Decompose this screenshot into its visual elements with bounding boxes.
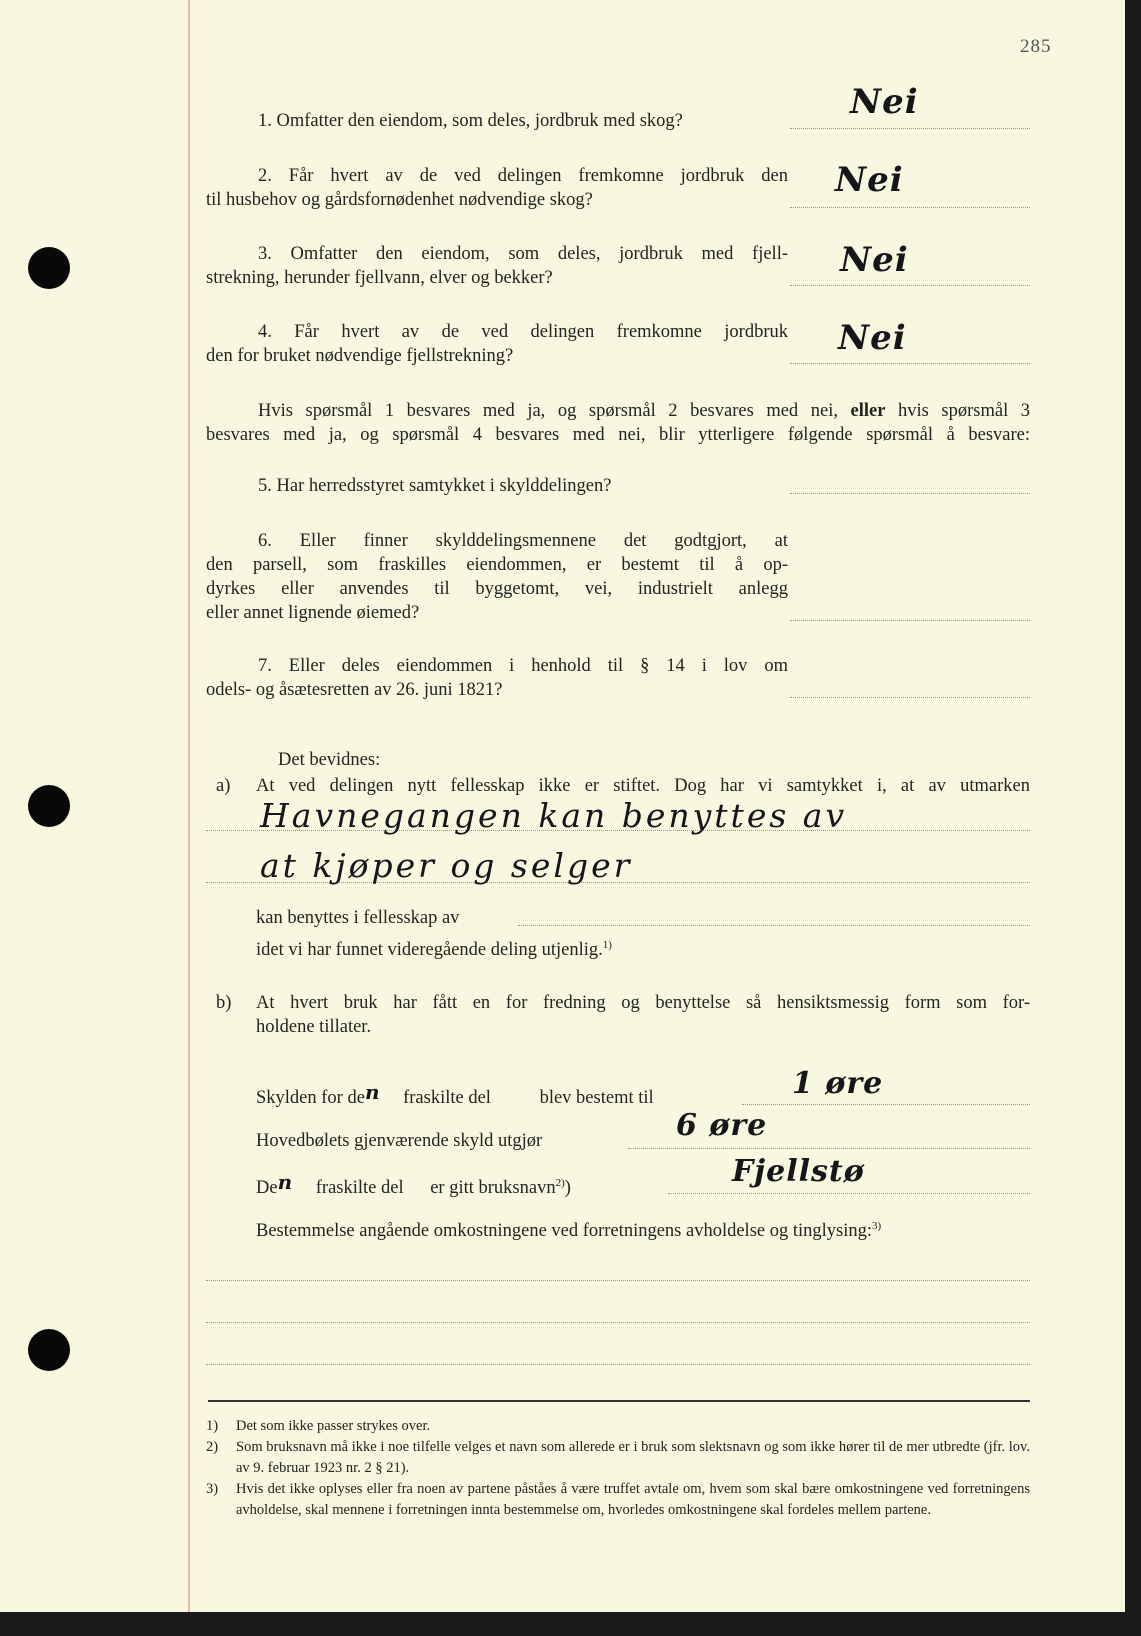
question-4-line-1: 4. Får hvert av de ved delingen fremkomne jordbruk [258,322,788,342]
answer-2: Nei [835,160,904,200]
answer-line [742,1104,1030,1105]
question-6-line-2: den parsell, som fraskilles eiendommen, er bestemt til å op- [206,555,788,575]
skyld-answer-3: Fjellstø [732,1154,865,1189]
handwritten-suffix: n [364,1080,381,1104]
answer-line [790,363,1030,364]
item-b-line-1: At hvert bruk har fått en for fredning og benyttelse så hensiktsmessig form som for- [256,993,1030,1013]
item-a-label: a) [216,776,231,796]
skyld-answer-2: 6 øre [676,1108,768,1143]
item-a-fellesskap: kan benyttes i fellesskap av [256,908,460,928]
footnote-mark: 3) [206,1481,219,1497]
skyld-line-1 [256,1080,654,1110]
item-a-idet-text: idet vi har funnet videregående deling utjenlig. [256,940,603,960]
answer-line [518,925,1030,926]
question-3-line-2: strekning, herunder fjellvann, elver og bekker? [206,268,553,288]
question-1: 1. Omfatter den eiendom, som deles, jordbruk med skog? [258,111,683,131]
footnote-ref: 2) [555,1176,565,1189]
skyld-label: blev bestemt til [539,1088,654,1108]
answer-line [790,697,1030,698]
skyld-line-2: Hovedbølets gjenværende skyld utgjør [256,1131,543,1151]
question-6-line-4: eller annet lignende øiemed? [206,603,420,623]
skyld-answer-1: 1 øre [792,1066,884,1101]
answer-line [790,620,1030,621]
question-6-line-1: 6. Eller finner skylddelingsmennene det godtgjort, at [258,531,788,551]
item-a-idet [256,938,612,962]
answer-4: Nei [838,318,907,358]
blank-line [206,1322,1030,1323]
skyld-label: De [256,1178,278,1198]
answer-line [668,1193,1030,1194]
answer-line [790,128,1030,129]
footnote-mark: 2) [206,1439,219,1455]
question-2-line-1: 2. Får hvert av de ved delingen fremkomne jordbruk den [258,166,788,186]
footnote-ref: 1) [602,938,612,951]
question-7-line-1: 7. Eller deles eiendommen i henhold til § 14 i lov om [258,656,788,676]
footnote-rule [208,1400,1030,1402]
condition-bold-word: eller [850,401,886,421]
item-a-text: At ved delingen nytt fellesskap ikke er stiftet. Dog har vi samtykket i, at av utmarken [256,776,1030,796]
condition-text: hvis spørsmål 3 [898,401,1031,421]
answer-1: Nei [850,82,919,122]
footnote-2: Som bruksnavn må ikke i noe tilfelle velges et navn som allerede er i bruk som slektsnavn og som ikke hører til de mer utbredte (jfr. lov. av 9. februar 1923 nr. 2 § 21). [236,1439,1030,1476]
punch-hole [28,1329,70,1371]
item-b-line-2: holdene tillater. [256,1017,372,1037]
handwritten-line-2: at kjøper og selger [260,846,633,885]
answer-line [790,285,1030,286]
skyld-label: fraskilte del [403,1088,491,1108]
punch-hole [28,247,70,289]
question-7-line-2: odels- og åsætesretten av 26. juni 1821? [206,680,503,700]
answer-line [790,493,1030,494]
answer-line [790,207,1030,208]
margin-line [188,0,190,1612]
blank-line [206,1364,1030,1365]
condition-line-1 [258,399,1030,423]
handwritten-line-1: Havnegangen kan benyttes av [260,796,848,835]
footnote-1: Det som ikke passer strykes over. [236,1418,431,1434]
skyld-line-4 [256,1219,881,1243]
question-2-line-2: til husbehov og gårdsfornødenhet nødvendige skog? [206,190,593,210]
question-4-line-2: den for bruket nødvendige fjellstrekning? [206,346,514,366]
skyld-line-3: Den fraskilte del er gitt bruksnavn$^{2)}$) [256,1170,571,1198]
condition-line-2: besvares med ja, og spørsmål 4 besvares med nei, blir ytterligere følgende spørsmål å besvare: [206,425,1030,445]
answer-3: Nei [840,240,909,280]
question-6-line-3: dyrkes eller anvendes til byggetomt, vei, industrielt anlegg [206,579,788,599]
skyld-label: Skylden for de [256,1088,365,1108]
handwritten-suffix: n [277,1170,294,1194]
condition-text: Hvis spørsmål 1 besvares med ja, og spørsmål 2 besvares med nei, [258,401,838,421]
skyld-label: Bestemmelse angående omkostningene ved forretningens avholdelse og tinglysing: [256,1221,873,1241]
answer-line [628,1148,1030,1149]
footnote-ref: 3) [872,1219,882,1232]
page-number: 285 [1020,36,1052,57]
bevidnes-heading: Det bevidnes: [278,750,381,770]
punch-hole [28,785,70,827]
question-3-line-1: 3. Omfatter den eiendom, som deles, jordbruk med fjell- [258,244,788,264]
footnote-mark: 1) [206,1418,219,1434]
skyld-label: fraskilte del [315,1178,404,1198]
blank-line [206,1280,1030,1281]
question-5: 5. Har herredsstyret samtykket i skylddelingen? [258,476,612,496]
skyld-label: er gitt bruksnavn [430,1178,556,1198]
item-b-label: b) [216,993,232,1013]
footnote-3: Hvis det ikke oplyses eller fra noen av partene påståes å være truffet avtale om, hvem som skal bære omkostningene ved forretningens avholdelse, skal mennene i forretningen innta bestemmelse om, hvorledes omkostningene skal fordeles mellem partene. [236,1481,1030,1518]
